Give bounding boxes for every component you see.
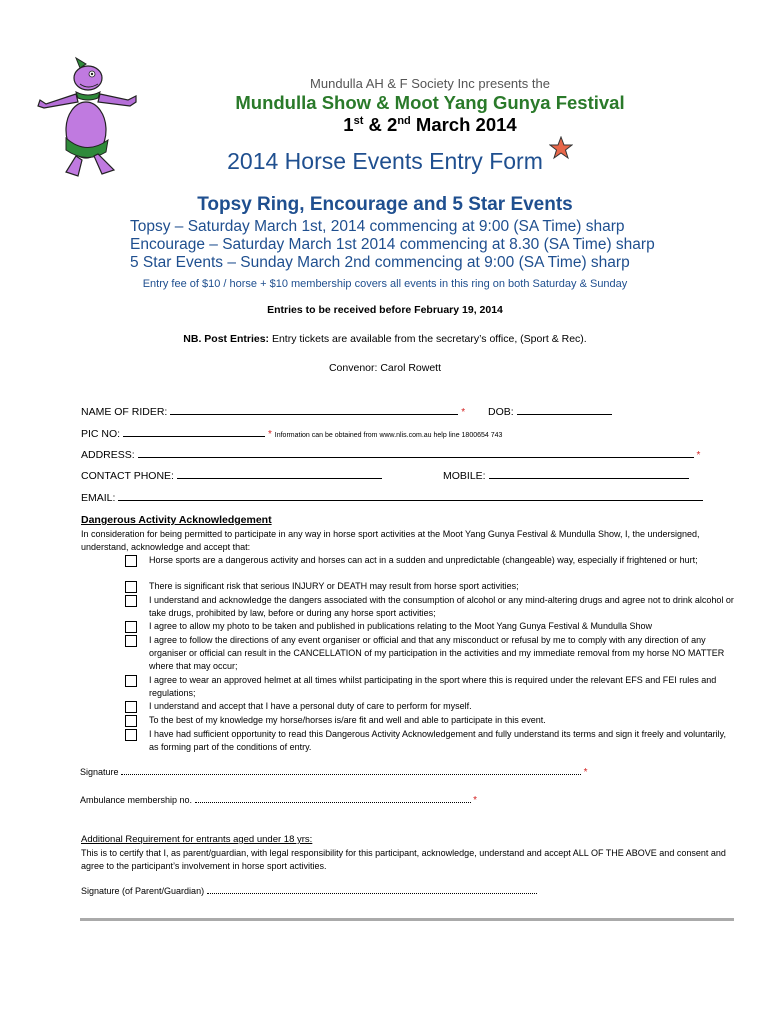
ack-checkbox-3[interactable] bbox=[125, 595, 137, 607]
address-row bbox=[81, 448, 700, 461]
post-entries-note bbox=[0, 333, 770, 345]
ack-intro: In consideration for being permitted to participate in any way in horse sport activities at the Moot Yang Gunya Festival & Mundulla Show, I, the undersigned, understand, acknowledge and accept that: bbox=[81, 529, 700, 552]
email-label: EMAIL: bbox=[81, 492, 116, 504]
address-required-mark: * bbox=[696, 450, 701, 461]
events-heading: Topsy Ring, Encourage and 5 Star Events bbox=[197, 194, 573, 215]
show-date bbox=[0, 114, 770, 136]
event-line-topsy: Topsy – Saturday March 1st, 2014 commencing at 9:00 (SA Time) sharp bbox=[130, 218, 625, 235]
event-line-5-star: 5 Star Events – Sunday March 2nd commencing at 9:00 (SA Time) sharp bbox=[130, 254, 630, 271]
parent-signature-field[interactable] bbox=[207, 885, 537, 894]
minor-requirement-text: This is to certify that I, as parent/guardian, with legal responsibility for this participant, acknowledge, understand and accept ALL OF THE ABOVE and consent and agree to the participant’s involvement in horse sport activities. bbox=[81, 848, 726, 871]
ack-heading: Dangerous Activity Acknowledgement bbox=[81, 514, 272, 526]
minor-requirement-heading: Additional Requirement for entrants aged under 18 yrs: bbox=[81, 834, 313, 845]
show-date-sup1: st bbox=[353, 114, 364, 127]
mobile-row bbox=[443, 469, 689, 482]
form-title: 2014 Horse Events Entry Form bbox=[227, 148, 543, 174]
ack-item-6: I agree to wear an approved helmet at all times whilst participating in the sport where this is required under the relevant EFS and FEI rules and regulations; bbox=[149, 675, 717, 698]
entry-deadline: Entries to be received before February 19, 2014 bbox=[267, 304, 503, 316]
ambulance-label: Ambulance membership no. bbox=[80, 795, 193, 805]
email-field[interactable] bbox=[118, 491, 703, 501]
ack-checkbox-8[interactable] bbox=[125, 715, 137, 727]
ack-checkbox-2[interactable] bbox=[125, 581, 137, 593]
show-date-day1: 1 bbox=[343, 114, 354, 135]
dob-field[interactable] bbox=[517, 405, 612, 415]
ack-checkbox-6[interactable] bbox=[125, 675, 137, 687]
phone-row bbox=[81, 469, 382, 482]
pic-row bbox=[81, 427, 502, 440]
ambulance-field[interactable] bbox=[195, 794, 471, 803]
show-title: Mundulla Show & Moot Yang Gunya Festival bbox=[235, 92, 625, 113]
phone-field[interactable] bbox=[177, 469, 382, 479]
ack-item-3: I understand and acknowledge the dangers associated with the consumption of alcohol or any mind-altering drugs and agree not to drink alcohol or take drugs, prohibited by law, before or during any horse sport activities; bbox=[149, 595, 734, 618]
post-entries-text: Entry tickets are available from the secretary’s office, (Sport & Rec). bbox=[269, 333, 587, 345]
address-field[interactable] bbox=[138, 448, 694, 458]
ack-checkbox-5[interactable] bbox=[125, 635, 137, 647]
pic-required-mark: * bbox=[267, 429, 272, 440]
ack-checkbox-1[interactable] bbox=[125, 555, 137, 567]
presents-text: Mundulla AH & F Society Inc presents the bbox=[310, 76, 550, 91]
event-line-encourage: Encourage – Saturday March 1st 2014 commencing at 8.30 (SA Time) sharp bbox=[130, 236, 655, 253]
name-label: NAME OF RIDER: bbox=[81, 406, 168, 418]
signature-required-mark: * bbox=[583, 767, 588, 778]
pic-field[interactable] bbox=[123, 427, 265, 437]
name-required-mark: * bbox=[461, 407, 466, 418]
ack-item-9: I have had sufficient opportunity to read this Dangerous Activity Acknowledgement and fully understand its terms and sign it freely and voluntarily, as forming part of the conditions of entry. bbox=[149, 729, 726, 752]
name-field[interactable] bbox=[170, 405, 458, 415]
name-row bbox=[81, 405, 465, 418]
ack-item-1: Horse sports are a dangerous activity and horses can act in a sudden and unpredictable (changeable) way, especially if frightened or hurt; bbox=[149, 555, 698, 565]
mobile-field[interactable] bbox=[489, 469, 689, 479]
ack-item-7: I understand and accept that I have a personal duty of care to perform for myself. bbox=[149, 701, 472, 711]
ambulance-row bbox=[80, 794, 477, 806]
pic-label: PIC NO: bbox=[81, 428, 121, 440]
parent-signature-label: Signature (of Parent/Guardian) bbox=[81, 886, 205, 896]
ack-item-8: To the best of my knowledge my horse/horses is/are fit and well and able to participate in this event. bbox=[149, 715, 546, 725]
address-label: ADDRESS: bbox=[81, 449, 135, 461]
mobile-label: MOBILE: bbox=[443, 470, 486, 482]
ambulance-required-mark: * bbox=[473, 795, 477, 806]
ack-checkbox-9[interactable] bbox=[125, 729, 137, 741]
dob-row bbox=[488, 405, 612, 418]
ack-item-5: I agree to follow the directions of any event organiser or official and that any misconduct or refusal by me to comply with any direction of any organiser or official can result in the CANCELLATION of my participation in the activities and my immediate removal from my horse NO MATTER where that may occur; bbox=[149, 635, 725, 671]
show-date-sup2: nd bbox=[397, 114, 411, 127]
signature-field[interactable] bbox=[121, 766, 581, 775]
phone-label: CONTACT PHONE: bbox=[81, 470, 174, 482]
signature-row bbox=[80, 766, 587, 778]
email-row bbox=[81, 491, 703, 504]
entry-fee-text: Entry fee of $10 / horse + $10 membership covers all events in this ring on both Saturday & Sunday bbox=[142, 278, 628, 290]
pic-info-note: Information can be obtained from www.nlis.com.au help line 1800654 743 bbox=[274, 432, 503, 439]
post-entries-label: NB. Post Entries: bbox=[183, 333, 270, 345]
star-icon bbox=[549, 136, 573, 160]
dob-label: DOB: bbox=[488, 406, 514, 418]
show-date-month: March 2014 bbox=[410, 114, 517, 135]
show-date-day2: & 2 bbox=[363, 114, 398, 135]
convenor-text: Convenor: Carol Rowett bbox=[328, 362, 442, 374]
parent-signature-row bbox=[81, 885, 537, 896]
bottom-divider bbox=[80, 918, 734, 921]
ack-checkbox-4[interactable] bbox=[125, 621, 137, 633]
signature-label: Signature bbox=[80, 767, 119, 777]
ack-checkbox-7[interactable] bbox=[125, 701, 137, 713]
ack-item-4: I agree to allow my photo to be taken and published in publications relating to the Moot Yang Gunya Festival & Mundulla Show bbox=[149, 621, 652, 631]
ack-item-2: There is significant risk that serious INJURY or DEATH may result from horse sport activities; bbox=[149, 581, 519, 591]
